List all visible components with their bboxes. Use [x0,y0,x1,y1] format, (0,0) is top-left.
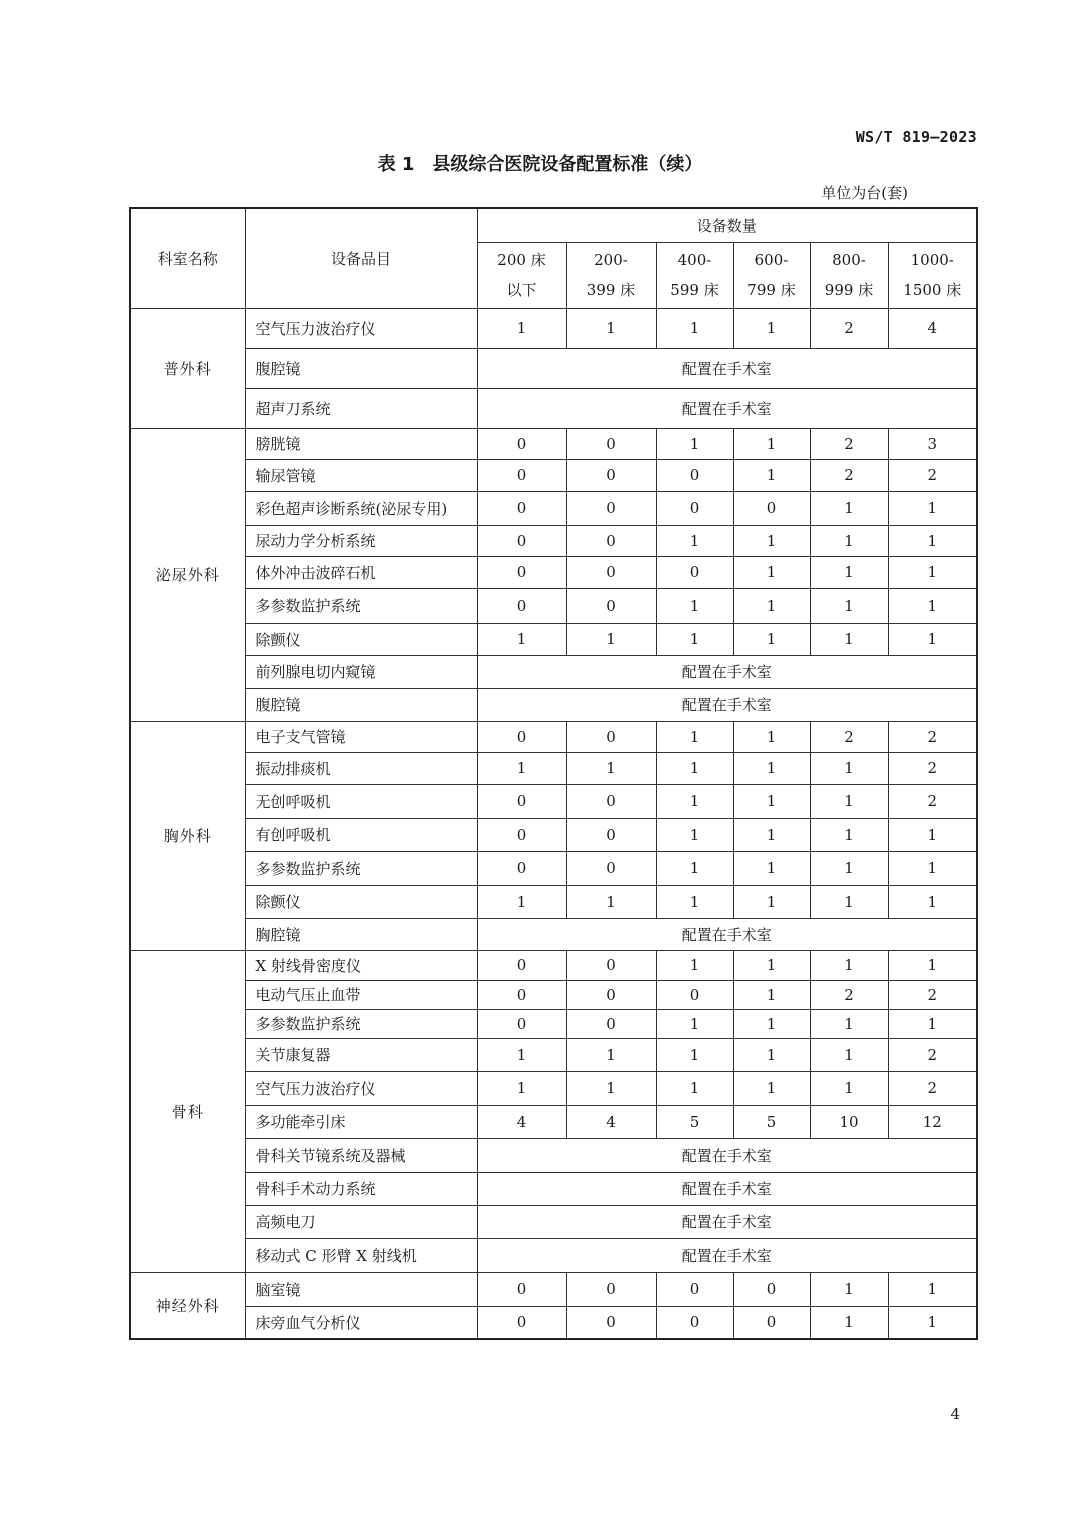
quantity-cell: 1 [810,818,888,851]
table-row [130,491,977,525]
quantity-cell: 1 [810,1272,888,1306]
quantity-cell: 1 [810,1038,888,1071]
quantity-cell: 1 [656,885,733,918]
header-bed-size [566,242,656,308]
quantity-cell: 0 [566,525,656,556]
quantity-cell: 1 [477,308,566,348]
quantity-cell: 1 [733,428,810,459]
header-item: 设备品目 [245,208,477,308]
quantity-cell: 1 [810,1071,888,1105]
config-note: 配置在手术室 [477,1238,977,1272]
table-row [130,1172,977,1205]
quantity-cell: 0 [656,459,733,491]
quantity-cell: 1 [733,1038,810,1071]
equipment-name: 电子支气管镜 [245,721,477,752]
equipment-name: X 射线骨密度仪 [245,950,477,980]
table-row [130,623,977,655]
table-title: 表 1 县级综合医院设备配置标准（续） [377,154,703,175]
quantity-cell: 0 [566,980,656,1009]
quantity-cell: 1 [656,818,733,851]
equipment-name: 体外冲击波碎石机 [245,556,477,588]
quantity-cell: 1 [733,950,810,980]
quantity-cell: 1 [733,1009,810,1038]
quantity-cell: 1 [888,525,977,556]
equipment-name: 空气压力波治疗仪 [245,1071,477,1105]
quantity-cell: 1 [810,525,888,556]
equipment-name: 胸腔镜 [245,918,477,950]
quantity-cell: 1 [810,950,888,980]
table-row [130,588,977,623]
quantity-cell: 2 [888,721,977,752]
quantity-cell: 1 [733,623,810,655]
quantity-cell: 0 [477,818,566,851]
quantity-cell: 1 [656,588,733,623]
quantity-cell: 1 [477,752,566,784]
quantity-cell: 1 [656,721,733,752]
quantity-cell: 2 [888,784,977,818]
equipment-name: 高频电刀 [245,1205,477,1238]
quantity-cell: 2 [810,980,888,1009]
quantity-cell: 1 [810,556,888,588]
table-row [130,885,977,918]
equipment-name: 移动式 C 形臂 X 射线机 [245,1238,477,1272]
page-number: 4 [950,1405,960,1423]
bed-size-line2: 799 床 [747,281,796,299]
equipment-name: 电动气压止血带 [245,980,477,1009]
quantity-cell: 1 [733,885,810,918]
quantity-cell: 0 [477,525,566,556]
config-note: 配置在手术室 [477,688,977,721]
quantity-cell: 0 [566,459,656,491]
quantity-cell: 0 [477,784,566,818]
quantity-cell: 0 [656,980,733,1009]
quantity-cell: 1 [656,525,733,556]
quantity-cell: 1 [656,1009,733,1038]
table-row [130,348,977,388]
config-note: 配置在手术室 [477,918,977,950]
quantity-cell: 1 [810,1306,888,1339]
equipment-name: 有创呼吸机 [245,818,477,851]
quantity-cell: 2 [888,459,977,491]
quantity-cell: 0 [477,1009,566,1038]
quantity-cell: 1 [888,623,977,655]
quantity-cell: 0 [477,1272,566,1306]
bed-size-line2: 1500 床 [903,281,962,299]
dept-name: 胸外科 [130,721,245,950]
quantity-cell: 3 [888,428,977,459]
bed-size-line1: 200- [594,251,628,269]
table-row [130,1306,977,1339]
quantity-cell: 1 [656,623,733,655]
quantity-cell: 0 [733,1272,810,1306]
quantity-cell: 0 [566,784,656,818]
quantity-cell: 1 [733,980,810,1009]
quantity-cell: 1 [810,1009,888,1038]
quantity-cell: 1 [566,885,656,918]
config-note: 配置在手术室 [477,1172,977,1205]
quantity-cell: 0 [656,491,733,525]
equipment-name: 关节康复器 [245,1038,477,1071]
table-row [130,308,977,348]
quantity-cell: 0 [566,428,656,459]
dept-name: 普外科 [130,308,245,428]
header-bed-size [810,242,888,308]
quantity-cell: 1 [888,818,977,851]
quantity-cell: 0 [566,1009,656,1038]
quantity-cell: 0 [566,1306,656,1339]
quantity-cell: 1 [566,1071,656,1105]
quantity-cell: 2 [810,308,888,348]
quantity-cell: 0 [566,556,656,588]
header-dept: 科室名称 [130,208,245,308]
quantity-cell: 0 [566,588,656,623]
table-row [130,1238,977,1272]
table-row [130,721,977,752]
bed-size-line1: 800- [832,251,866,269]
equipment-name: 输尿管镜 [245,459,477,491]
dept-name: 神经外科 [130,1272,245,1339]
quantity-cell: 1 [888,950,977,980]
dept-name: 泌尿外科 [130,428,245,721]
quantity-cell: 0 [733,491,810,525]
equipment-table [129,207,978,1340]
quantity-cell: 12 [888,1105,977,1138]
quantity-cell: 1 [733,459,810,491]
config-note: 配置在手术室 [477,348,977,388]
bed-size-line2: 以下 [506,281,537,299]
quantity-cell: 1 [733,721,810,752]
quantity-cell: 1 [733,818,810,851]
quantity-cell: 0 [566,818,656,851]
table-row [130,752,977,784]
dept-name: 骨科 [130,950,245,1272]
quantity-cell: 1 [888,491,977,525]
quantity-cell: 2 [810,459,888,491]
quantity-cell: 1 [888,851,977,885]
quantity-cell: 1 [477,1071,566,1105]
quantity-cell: 1 [810,491,888,525]
quantity-cell: 5 [656,1105,733,1138]
equipment-name: 除颤仪 [245,885,477,918]
bed-size-line2: 999 床 [824,281,874,299]
quantity-cell: 1 [733,851,810,885]
quantity-cell: 2 [888,752,977,784]
quantity-cell: 2 [888,1071,977,1105]
quantity-cell: 2 [810,721,888,752]
quantity-cell: 0 [477,556,566,588]
quantity-cell: 1 [656,784,733,818]
bed-size-line2: 399 床 [586,281,636,299]
header-bed-size [888,242,977,308]
equipment-name: 彩色超声诊断系统(泌尿专用) [245,491,477,525]
table-body [130,308,977,1339]
quantity-cell: 1 [566,623,656,655]
equipment-name: 超声刀系统 [245,388,477,428]
equipment-name: 脑室镜 [245,1272,477,1306]
bed-size-line1: 600- [754,251,789,269]
quantity-cell: 1 [656,308,733,348]
table-row [130,784,977,818]
table-row [130,980,977,1009]
table-row [130,918,977,950]
header-bed-size [733,242,810,308]
bed-size-line1: 400- [677,251,712,269]
table-row [130,1071,977,1105]
equipment-name: 尿动力学分析系统 [245,525,477,556]
quantity-cell: 4 [566,1105,656,1138]
equipment-name: 骨科关节镜系统及器械 [245,1138,477,1172]
quantity-cell: 0 [566,491,656,525]
quantity-cell: 1 [888,556,977,588]
quantity-cell: 1 [733,752,810,784]
quantity-cell: 0 [566,950,656,980]
quantity-cell: 0 [477,1306,566,1339]
equipment-name: 振动排痰机 [245,752,477,784]
quantity-cell: 1 [810,752,888,784]
quantity-cell: 1 [888,1306,977,1339]
bed-size-line2: 599 床 [670,281,719,299]
header-bed-size [656,242,733,308]
quantity-cell: 1 [888,1009,977,1038]
header-quantity: 设备数量 [477,208,977,242]
bed-size-line1: 1000- [910,251,954,269]
unit-note: 单位为台(套) [821,184,908,202]
standard-code: WS/T 819—2023 [855,128,977,146]
equipment-name: 多功能牵引床 [245,1105,477,1138]
quantity-cell: 0 [566,851,656,885]
quantity-cell: 1 [656,1038,733,1071]
quantity-cell: 1 [656,1071,733,1105]
quantity-cell: 0 [656,1272,733,1306]
quantity-cell: 0 [477,428,566,459]
equipment-name: 除颤仪 [245,623,477,655]
quantity-cell: 1 [656,851,733,885]
quantity-cell: 1 [477,885,566,918]
quantity-cell: 5 [733,1105,810,1138]
quantity-cell: 1 [733,1071,810,1105]
table-row [130,388,977,428]
equipment-name: 多参数监护系统 [245,588,477,623]
equipment-name: 膀胱镜 [245,428,477,459]
config-note: 配置在手术室 [477,655,977,688]
quantity-cell: 0 [566,1272,656,1306]
table-row [130,1038,977,1071]
config-note: 配置在手术室 [477,1205,977,1238]
quantity-cell: 0 [477,980,566,1009]
quantity-cell: 1 [733,308,810,348]
quantity-cell: 2 [888,980,977,1009]
quantity-cell: 1 [656,752,733,784]
table-row [130,1205,977,1238]
quantity-cell: 1 [656,950,733,980]
quantity-cell: 1 [566,752,656,784]
quantity-cell: 0 [477,459,566,491]
quantity-cell: 1 [656,428,733,459]
quantity-cell: 10 [810,1105,888,1138]
table-row [130,1009,977,1038]
quantity-cell: 1 [888,1272,977,1306]
header-bed-size [477,242,566,308]
quantity-cell: 1 [810,885,888,918]
quantity-cell: 1 [810,623,888,655]
equipment-name: 床旁血气分析仪 [245,1306,477,1339]
table-row [130,1138,977,1172]
quantity-cell: 1 [733,525,810,556]
equipment-name: 腹腔镜 [245,688,477,721]
table-row [130,818,977,851]
quantity-cell: 0 [477,950,566,980]
bed-size-line1: 200 床 [497,251,546,269]
quantity-cell: 1 [888,588,977,623]
table-row [130,459,977,491]
quantity-cell: 4 [888,308,977,348]
quantity-cell: 1 [810,588,888,623]
equipment-name: 空气压力波治疗仪 [245,308,477,348]
quantity-cell: 0 [566,721,656,752]
equipment-name: 多参数监护系统 [245,1009,477,1038]
table-row [130,655,977,688]
quantity-cell: 1 [566,308,656,348]
quantity-cell: 0 [477,588,566,623]
quantity-cell: 0 [656,1306,733,1339]
quantity-cell: 1 [810,784,888,818]
table-row [130,688,977,721]
quantity-cell: 0 [733,1306,810,1339]
table-row [130,1105,977,1138]
quantity-cell: 1 [733,556,810,588]
quantity-cell: 2 [888,1038,977,1071]
equipment-name: 无创呼吸机 [245,784,477,818]
quantity-cell: 1 [888,885,977,918]
quantity-cell: 4 [477,1105,566,1138]
table-row [130,428,977,459]
table-row [130,950,977,980]
quantity-cell: 1 [733,588,810,623]
table-row [130,1272,977,1306]
table-row [130,851,977,885]
quantity-cell: 0 [477,851,566,885]
quantity-cell: 0 [477,721,566,752]
quantity-cell: 1 [477,623,566,655]
quantity-cell: 1 [566,1038,656,1071]
equipment-name: 骨科手术动力系统 [245,1172,477,1205]
table-row [130,556,977,588]
equipment-name: 多参数监护系统 [245,851,477,885]
quantity-cell: 1 [810,851,888,885]
table-row [130,525,977,556]
config-note: 配置在手术室 [477,1138,977,1172]
header-row-1 [130,208,977,242]
quantity-cell: 1 [477,1038,566,1071]
quantity-cell: 2 [810,428,888,459]
config-note: 配置在手术室 [477,388,977,428]
quantity-cell: 1 [733,784,810,818]
quantity-cell: 0 [656,556,733,588]
quantity-cell: 0 [477,491,566,525]
equipment-name: 前列腺电切内窥镜 [245,655,477,688]
equipment-name: 腹腔镜 [245,348,477,388]
